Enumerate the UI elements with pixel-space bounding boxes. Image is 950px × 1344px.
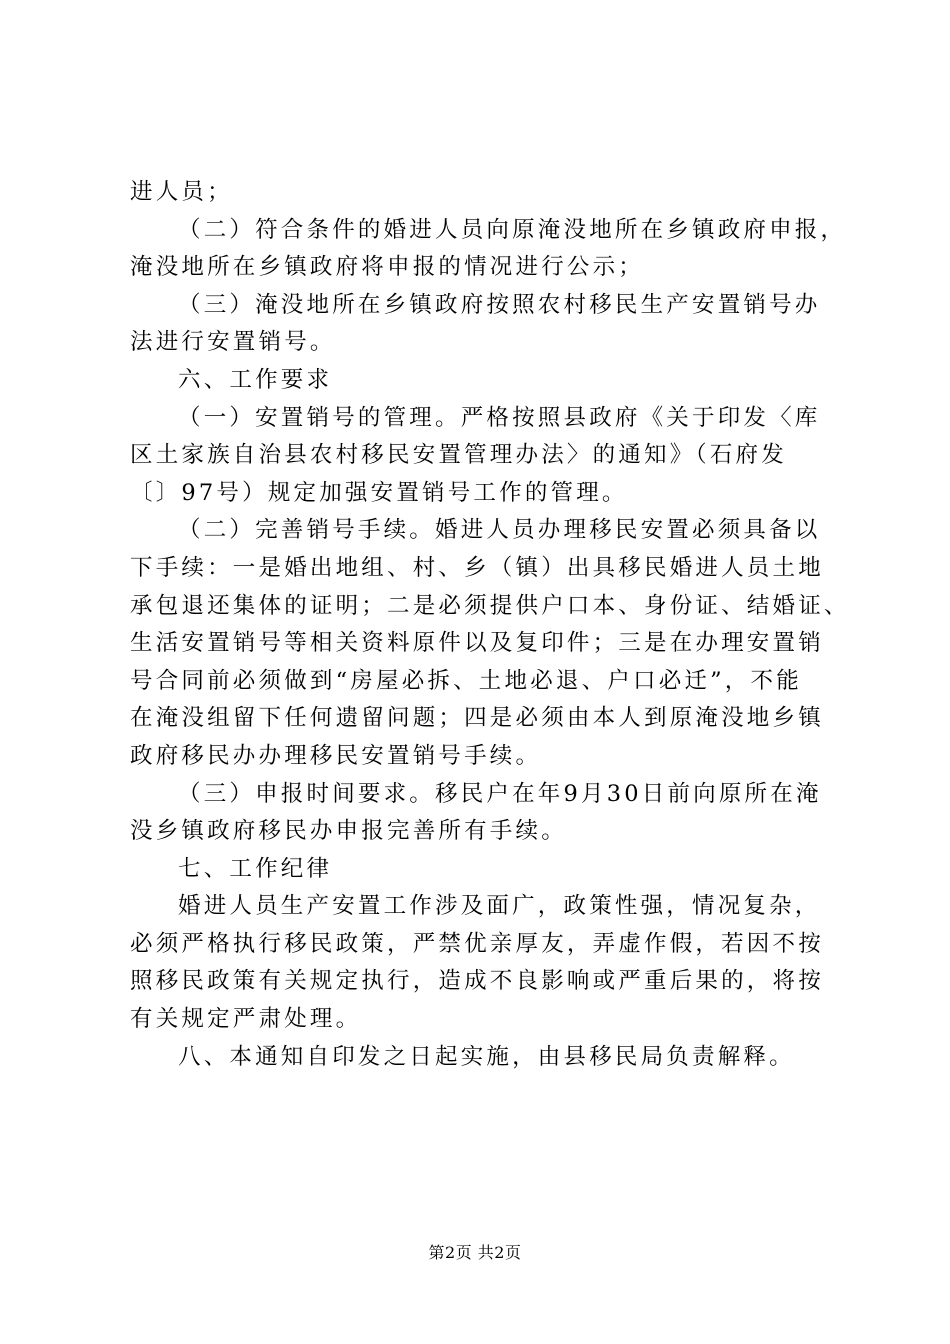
section-heading: 六、工作要求 [178, 366, 333, 393]
text-line: 在淹没组留下任何遗留问题；四是必须由本人到原淹没地乡镇 [130, 705, 824, 732]
text-line: （二）符合条件的婚进人员向原淹没地所在乡镇政府申报， [178, 216, 847, 243]
text-line: （一）安置销号的管理。严格按照县政府《关于印发〈库 [178, 404, 821, 431]
text-line: 法进行安置销号。 [130, 329, 336, 356]
text-line: 政府移民办办理移民安置销号手续。 [130, 742, 542, 769]
text-line: 号合同前必须做到“房屋必拆、土地必退、户口必迁”，不能 [130, 667, 802, 694]
text-line: 承包退还集体的证明；二是必须提供户口本、身份证、结婚证、 [130, 592, 850, 619]
section-heading: 八、本通知自印发之日起实施，由县移民局负责解释。 [178, 1043, 795, 1070]
text-line: 照移民政策有关规定执行，造成不良影响或严重后果的，将按 [130, 968, 824, 995]
document-body [130, 174, 850, 1076]
text-line: （三）淹没地所在乡镇政府按照农村移民生产安置销号办 [178, 291, 821, 318]
text-line: 〔〕97号）规定加强安置销号工作的管理。 [130, 479, 628, 506]
text-line: 婚进人员生产安置工作涉及面广，政策性强，情况复杂， [178, 893, 821, 920]
text-line: 下手续：一是婚出地组、村、乡（镇）出具移民婚进人员土地 [130, 554, 824, 581]
section-heading: 七、工作纪律 [178, 855, 333, 882]
text-line: 淹没地所在乡镇政府将申报的情况进行公示； [130, 254, 645, 281]
page-number: 第2页 共2页 [428, 1243, 522, 1262]
text-line: 进人员； [130, 179, 233, 205]
text-line: 有关规定严肃处理。 [130, 1006, 362, 1033]
page-footer [0, 1243, 950, 1263]
text-line: （二）完善销号手续。婚进人员办理移民安置必须具备以 [178, 517, 821, 544]
text-line: （三）申报时间要求。移民户在年9月30日前向原所在淹 [178, 780, 822, 807]
text-line: 必须严格执行移民政策，严禁优亲厚友，弄虚作假，若因不按 [130, 930, 824, 957]
text-line: 生活安置销号等相关资料原件以及复印件；三是在办理安置销 [130, 630, 824, 657]
text-line: 区土家族自治县农村移民安置管理办法〉的通知》（石府发 [130, 442, 787, 469]
text-line: 没乡镇政府移民办申报完善所有手续。 [130, 818, 567, 845]
